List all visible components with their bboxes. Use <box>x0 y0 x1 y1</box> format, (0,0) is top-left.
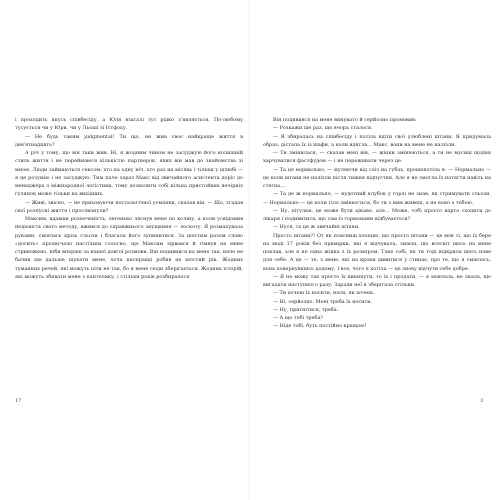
paragraph: — Та де ж нормально, — нудотний клубок у горлі не знав, як стримувати сльози. — Нормально — це коли тіло змінюється, бо ти з ним живеш, а не воно з тобою. <box>263 191 491 206</box>
paragraph: А річ у тому, що він таки жив. Ні, я жодним чином не засуджую його колишній стиль життя і не переймаюся кількістю партнерок, яких він мав до знайомства зі мною. Люди займаються сексом: хто на одну ніч, хто раз на місяць і тільки у шлюбі — я це розумію і не засуджую. Тим паче зараз Макс від звичайного асистента доріс до менеджера з міжнародної логістики, тому дозволити собі кілька пристойних вечірніх гулянок може тільки на вихідних. <box>15 150 243 198</box>
paragraph: — Я не можу так просто їх викинути, то їх і продати, — я мовчала, не знала, що вигадати наступного разу. Заради неї я зберігала стільки. <box>263 273 491 288</box>
paragraph: — Ні, серйозно. Мені треба їх носити. <box>273 298 373 305</box>
paragraph: — Ти змінилася, — сказав мені він, — жінки змінюються, а ти не мусиш щодня харчуватися фастфудом — і не переживати через це. <box>263 150 491 165</box>
paragraph: — Ніде тобі, буть постійно кращою! <box>273 323 367 330</box>
paragraph: — Розкажи ще раз, що вчора сталося. <box>273 125 373 132</box>
paragraph: — Ну, пригнітися, треба. <box>273 306 339 313</box>
left-page-number: 17 <box>15 398 22 404</box>
paragraph: — Ти хочеш їх носити, носи, як хочеш. <box>273 290 375 297</box>
paragraph: — Я збиралась на співбесіду і потіла вдіти свої улюблені штани. Я придумала образ, дістала їх із шафи, а коли вдягла... Макс, вони на мене не налізли. <box>263 133 491 148</box>
paragraph: — Ну, пігулки, це може бути цікаво, але... Може, тобі просто варто сходити до лікаря і подивитися, що там із гормонами відбувається? <box>263 207 491 222</box>
left-page-text <box>15 116 243 281</box>
right-page-number: 3 <box>480 398 484 404</box>
paragraph: — Та це нормально, — муляючи від сліз на губах, прошепотіла я. — Нормально — це коли штани не налізли після тижня відпустки. Але я не змогла їх натягти навіть на стегна... <box>263 166 491 189</box>
left-page <box>15 116 243 281</box>
paragraph: Просто штани?! От як поясниш хлопцю, що просто штани — це мов ті, що їх бере на моді 17 років без примірки, які я відчувала, знаєш, що всесвіт щось на мене поклав, але я не одна жінка з їх розміром. Таке собі, як ти тоді відкрила щось нове для себе. А це — те, з мене, які на кроки дивитися у стинає, про те, що я сміялась, вона повернувшись додому. І все, чого я хотіла — це знову відчути себе добре. <box>263 232 491 272</box>
paragraph: — Живі, звісно, — не приховуючи ностальгічної усмішки, сказав він. — Що, згадав свої розпусні життя і прослизнули? <box>15 199 243 214</box>
paragraph: Максим, вдавши розпеченість, легенько ляснув мене по коліну, а коли усвідомив недієвість свого методу, вжився до справжнього знущання — лоскоту. Я розмахувала руками, сміялась крізь сльози і благала його зупинитися. За шостим разом слово «досить» прозвучало настільки голосно, що Максим зірвався й гімнув на мене стривожено, ніби вперше за нашої довгої розмови. Він подивився на мене так, наче не бачив ще дальше шукати мене, хоча насправді робив це шостий рік. Жодних туманних речей, які можуть піти не так, бо я мене сюди зберігається. Жодних історій, які можуть збивати мене з пантелику, і стільки років розбиралося <box>15 216 243 280</box>
right-page <box>263 116 491 331</box>
paragraph: — Нуся, та це ж звичайні штани. <box>273 224 360 231</box>
paragraph: — А що тобі треба? <box>273 315 324 321</box>
paragraph: — Не будь таким judgmental! Ти що, не жив своє найкраще життя в дев'ятнадцять? <box>15 133 243 148</box>
paragraph: Він подивився на мене винувато й серйозно промовив: <box>273 117 417 123</box>
right-page-text <box>263 116 491 331</box>
book-gutter <box>249 0 250 500</box>
paragraph: і проходить якусь співбесіду, а Юля взагалі тут рідко з'являється. По-любому тусується чи у Юри, чи у Льоші зі Істфоху. <box>15 117 243 132</box>
